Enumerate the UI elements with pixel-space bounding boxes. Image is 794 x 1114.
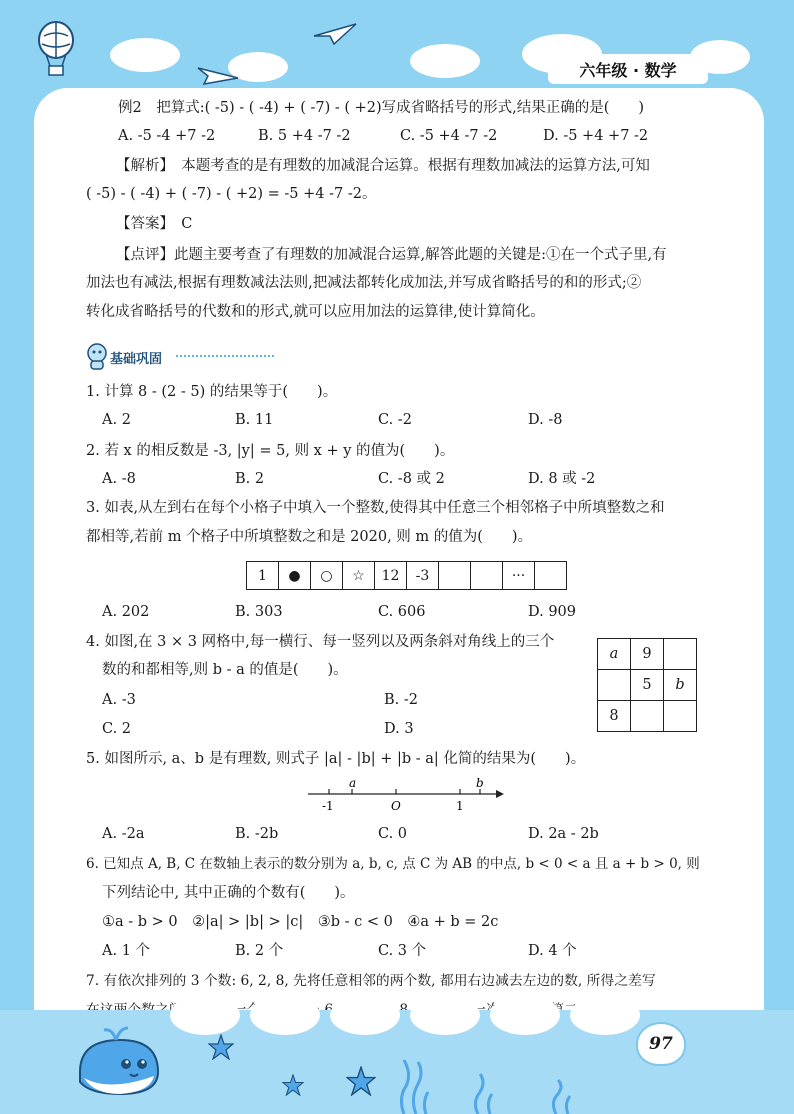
section-dots (176, 355, 274, 357)
q5-label-minus-one: -1 (322, 799, 334, 813)
wave (170, 995, 240, 1035)
q4-cell (631, 701, 664, 732)
q2-option-d: D. 8 或 -2 (528, 471, 596, 487)
example-option-d: D. -5 +4 +7 -2 (543, 128, 649, 144)
example-option-b: B. 5 +4 -7 -2 (258, 128, 351, 144)
q6-option-d: D. 4 个 (528, 943, 577, 959)
q3-cell: -3 (407, 562, 439, 590)
q3-option-c: C. 606 (378, 604, 426, 620)
q3-option-a: A. 202 (102, 604, 150, 620)
q2-option-c: C. -8 或 2 (378, 471, 445, 487)
q5-label-a: a (349, 776, 357, 790)
q6-stem-1: 6. 已知点 A, B, C 在数轴上表示的数分别为 a, b, c, 点 C 为 AB 的中点, b < 0 < a 且 a + b > 0, 则 (86, 856, 700, 872)
q2-option-a: A. -8 (102, 471, 136, 487)
wave (330, 995, 400, 1035)
wave (410, 995, 480, 1035)
wave (490, 995, 560, 1035)
wave (570, 995, 640, 1035)
paper-plane-icon (312, 22, 358, 46)
q5-stem: 5. 如图所示, a、b 是有理数, 则式子 |a| - |b| + |b - a| 化简的结果为( )。 (86, 751, 586, 767)
section-badge (84, 342, 274, 372)
section-title: 基础巩固 (110, 352, 163, 367)
q4-option-c: C. 2 (102, 721, 132, 737)
q3-option-b: B. 303 (235, 604, 283, 620)
q7-stem-1: 7. 有依次排列的 3 个数: 6, 2, 8, 先将任意相邻的两个数, 都用右边减去左边的数, 所得之差写 (86, 973, 656, 989)
q4-cell: 9 (631, 639, 664, 670)
example-stem: 例2 把算式:( -5) - ( -4) + ( -7) - ( +2)写成省略括号的形式,结果正确的是( ) (118, 100, 645, 116)
q4-stem-2: 数的和都相等,则 b - a 的值是( )。 (102, 662, 348, 678)
q4-cell (664, 639, 697, 670)
q4-option-d: D. 3 (384, 721, 414, 737)
q2-option-b: B. 2 (235, 471, 265, 487)
q6-option-a: A. 1 个 (102, 943, 151, 959)
starfish-icon (208, 1034, 234, 1060)
q3-cell: ○ (311, 562, 343, 590)
analysis-line-2: ( -5) - ( -4) + ( -7) - ( +2) = -5 +4 -7 -2。 (86, 186, 377, 202)
answer-line: 【答案】 C (116, 216, 193, 232)
q1-stem: 1. 计算 8 - (2 - 5) 的结果等于( )。 (86, 384, 338, 400)
q1-option-d: D. -8 (528, 412, 563, 428)
seaweed-icon (396, 1058, 432, 1114)
mascot-icon (84, 342, 110, 370)
seaweed-icon (548, 1078, 578, 1114)
page-number: 97 (636, 1022, 686, 1066)
q3-cell (471, 562, 503, 590)
q3-sequence-table (246, 561, 567, 590)
cloud (110, 38, 180, 72)
q5-option-c: C. 0 (378, 826, 408, 842)
analysis-line-1: 【解析】 本题考查的是有理数的加减混合运算。根据有理数加减法的运算方法,可知 (116, 158, 650, 174)
q3-cell: 12 (375, 562, 407, 590)
q3-stem-2: 都相等,若前 m 个格子中所填整数之和是 2020, 则 m 的值为( )。 (86, 529, 533, 545)
q4-magic-grid (597, 638, 697, 732)
q5-label-origin: O (391, 799, 401, 813)
starfish-icon (346, 1066, 376, 1096)
comment-line-1: 【点评】此题主要考查了有理数的加减混合运算,解答此题的关键是:①在一个式子里,有 (116, 247, 667, 263)
q4-cell: a (598, 639, 631, 670)
q5-option-a: A. -2a (102, 826, 145, 842)
q3-cell: ··· (503, 562, 535, 590)
q2-stem: 2. 若 x 的相反数是 -3, |y| = 5, 则 x + y 的值为( )。 (86, 443, 455, 459)
q5-label-one: 1 (456, 799, 464, 813)
q5-option-d: D. 2a - 2b (528, 826, 599, 842)
q3-cell (535, 562, 567, 590)
q6-stem-2: 下列结论中, 其中正确的个数有( )。 (102, 885, 355, 901)
starfish-icon (282, 1074, 304, 1096)
q4-cell (664, 701, 697, 732)
hot-air-balloon-icon (32, 20, 80, 76)
q6-statements: ①a - b > 0 ②|a| > |b| > |c| ③b - c < 0 ④a + b = 2c (102, 914, 499, 930)
q6-option-c: C. 3 个 (378, 943, 427, 959)
paper-plane-icon (196, 60, 240, 86)
q5-label-b: b (476, 776, 484, 790)
q1-option-a: A. 2 (102, 412, 131, 428)
example-option-a: A. -5 -4 +7 -2 (118, 128, 216, 144)
q3-stem-1: 3. 如表,从左到右在每个小格子中填入一个整数,使得其中任意三个相邻格子中所填整数之和 (86, 500, 665, 516)
q4-cell: 5 (631, 670, 664, 701)
q3-cell: ☆ (343, 562, 375, 590)
q3-cell: ● (279, 562, 311, 590)
q1-option-b: B. 11 (235, 412, 274, 428)
q4-option-a: A. -3 (102, 692, 136, 708)
q4-cell: 8 (598, 701, 631, 732)
q3-option-d: D. 909 (528, 604, 577, 620)
q4-cell (598, 670, 631, 701)
cloud (410, 44, 480, 78)
q5-number-line (300, 776, 510, 816)
q4-stem-1: 4. 如图,在 3 × 3 网格中,每一横行、每一竖列以及两条斜对角线上的三个 (86, 634, 555, 650)
wave (250, 995, 320, 1035)
seaweed-icon (470, 1072, 500, 1114)
q6-option-b: B. 2 个 (235, 943, 284, 959)
q4-cell: b (664, 670, 697, 701)
example-option-c: C. -5 +4 -7 -2 (400, 128, 498, 144)
grade-subject-tag: 六年级 · 数学 (548, 54, 708, 84)
q4-option-b: B. -2 (384, 692, 418, 708)
q5-option-b: B. -2b (235, 826, 279, 842)
comment-line-3: 转化成省略括号的代数和的形式,就可以应用加法的运算律,使计算简化。 (86, 304, 545, 320)
comment-line-2: 加法也有减法,根据有理数减法法则,把减法都转化成加法,并写成省略括号的和的形式;② (86, 275, 642, 291)
q3-cell: 1 (247, 562, 279, 590)
q3-cell (439, 562, 471, 590)
whale-icon (70, 1022, 170, 1102)
q1-option-c: C. -2 (378, 412, 412, 428)
